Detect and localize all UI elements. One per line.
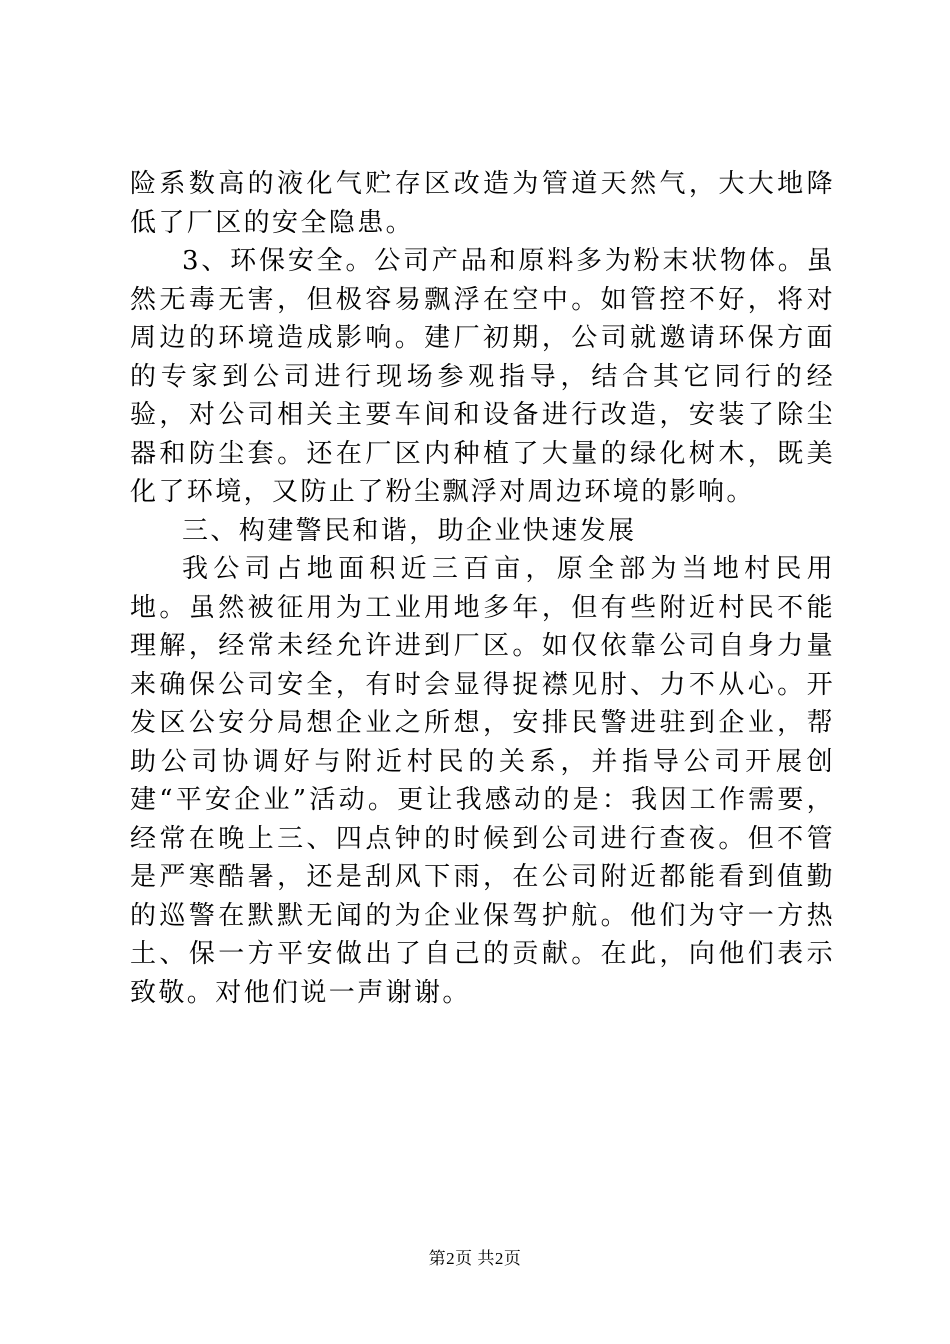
paragraph-police-harmony: 我公司占地面积近三百亩，原全部为当地村民用地。虽然被征用为工业用地多年，但有些附近村民不能理解，经常未经允许进到厂区。如仅依靠公司自身力量来确保公司安全，有时会显得捉襟见肘、力不从心。开发区公安分局想企业之所想，安排民警进驻到企业，帮助公司协调好与附近村民的关系，并指导公司开展创建“平安企业”活动。更让我感动的是：我因工作需要，经常在晚上三、四点钟的时候到公司进行查夜。但不管是严寒酷暑，还是刮风下雨，在公司附近都能看到值勤的巡警在默默无闻的为企业保驾护航。他们为守一方热土、保一方平安做出了自己的贡献。在此，向他们表示致敬。对他们说一声谢谢。	[130, 554, 835, 1008]
page-footer: 第2页 共2页	[428, 1249, 522, 1268]
section-heading: 三、构建警民和谐，助企业快速发展	[182, 515, 637, 546]
paragraph-environmental-safety: 3、环保安全。公司产品和原料多为粉末状物体。虽然无毒无害，但极容易飘浮在空中。如管控不好，将对周边的环境造成影响。建厂初期，公司就邀请环保方面的专家到公司进行现场参观指导，结合其它同行的经验，对公司相关主要车间和设备进行改造，安装了除尘器和防尘套。还在厂区内种植了大量的绿化树木，既美化了环境，又防止了粉尘飘浮对周边环境的影响。	[130, 246, 835, 507]
paragraph-continuation: 险系数高的液化气贮存区改造为管道天然气，大大地降低了厂区的安全隐患。	[130, 169, 835, 238]
document-body	[130, 165, 835, 1012]
